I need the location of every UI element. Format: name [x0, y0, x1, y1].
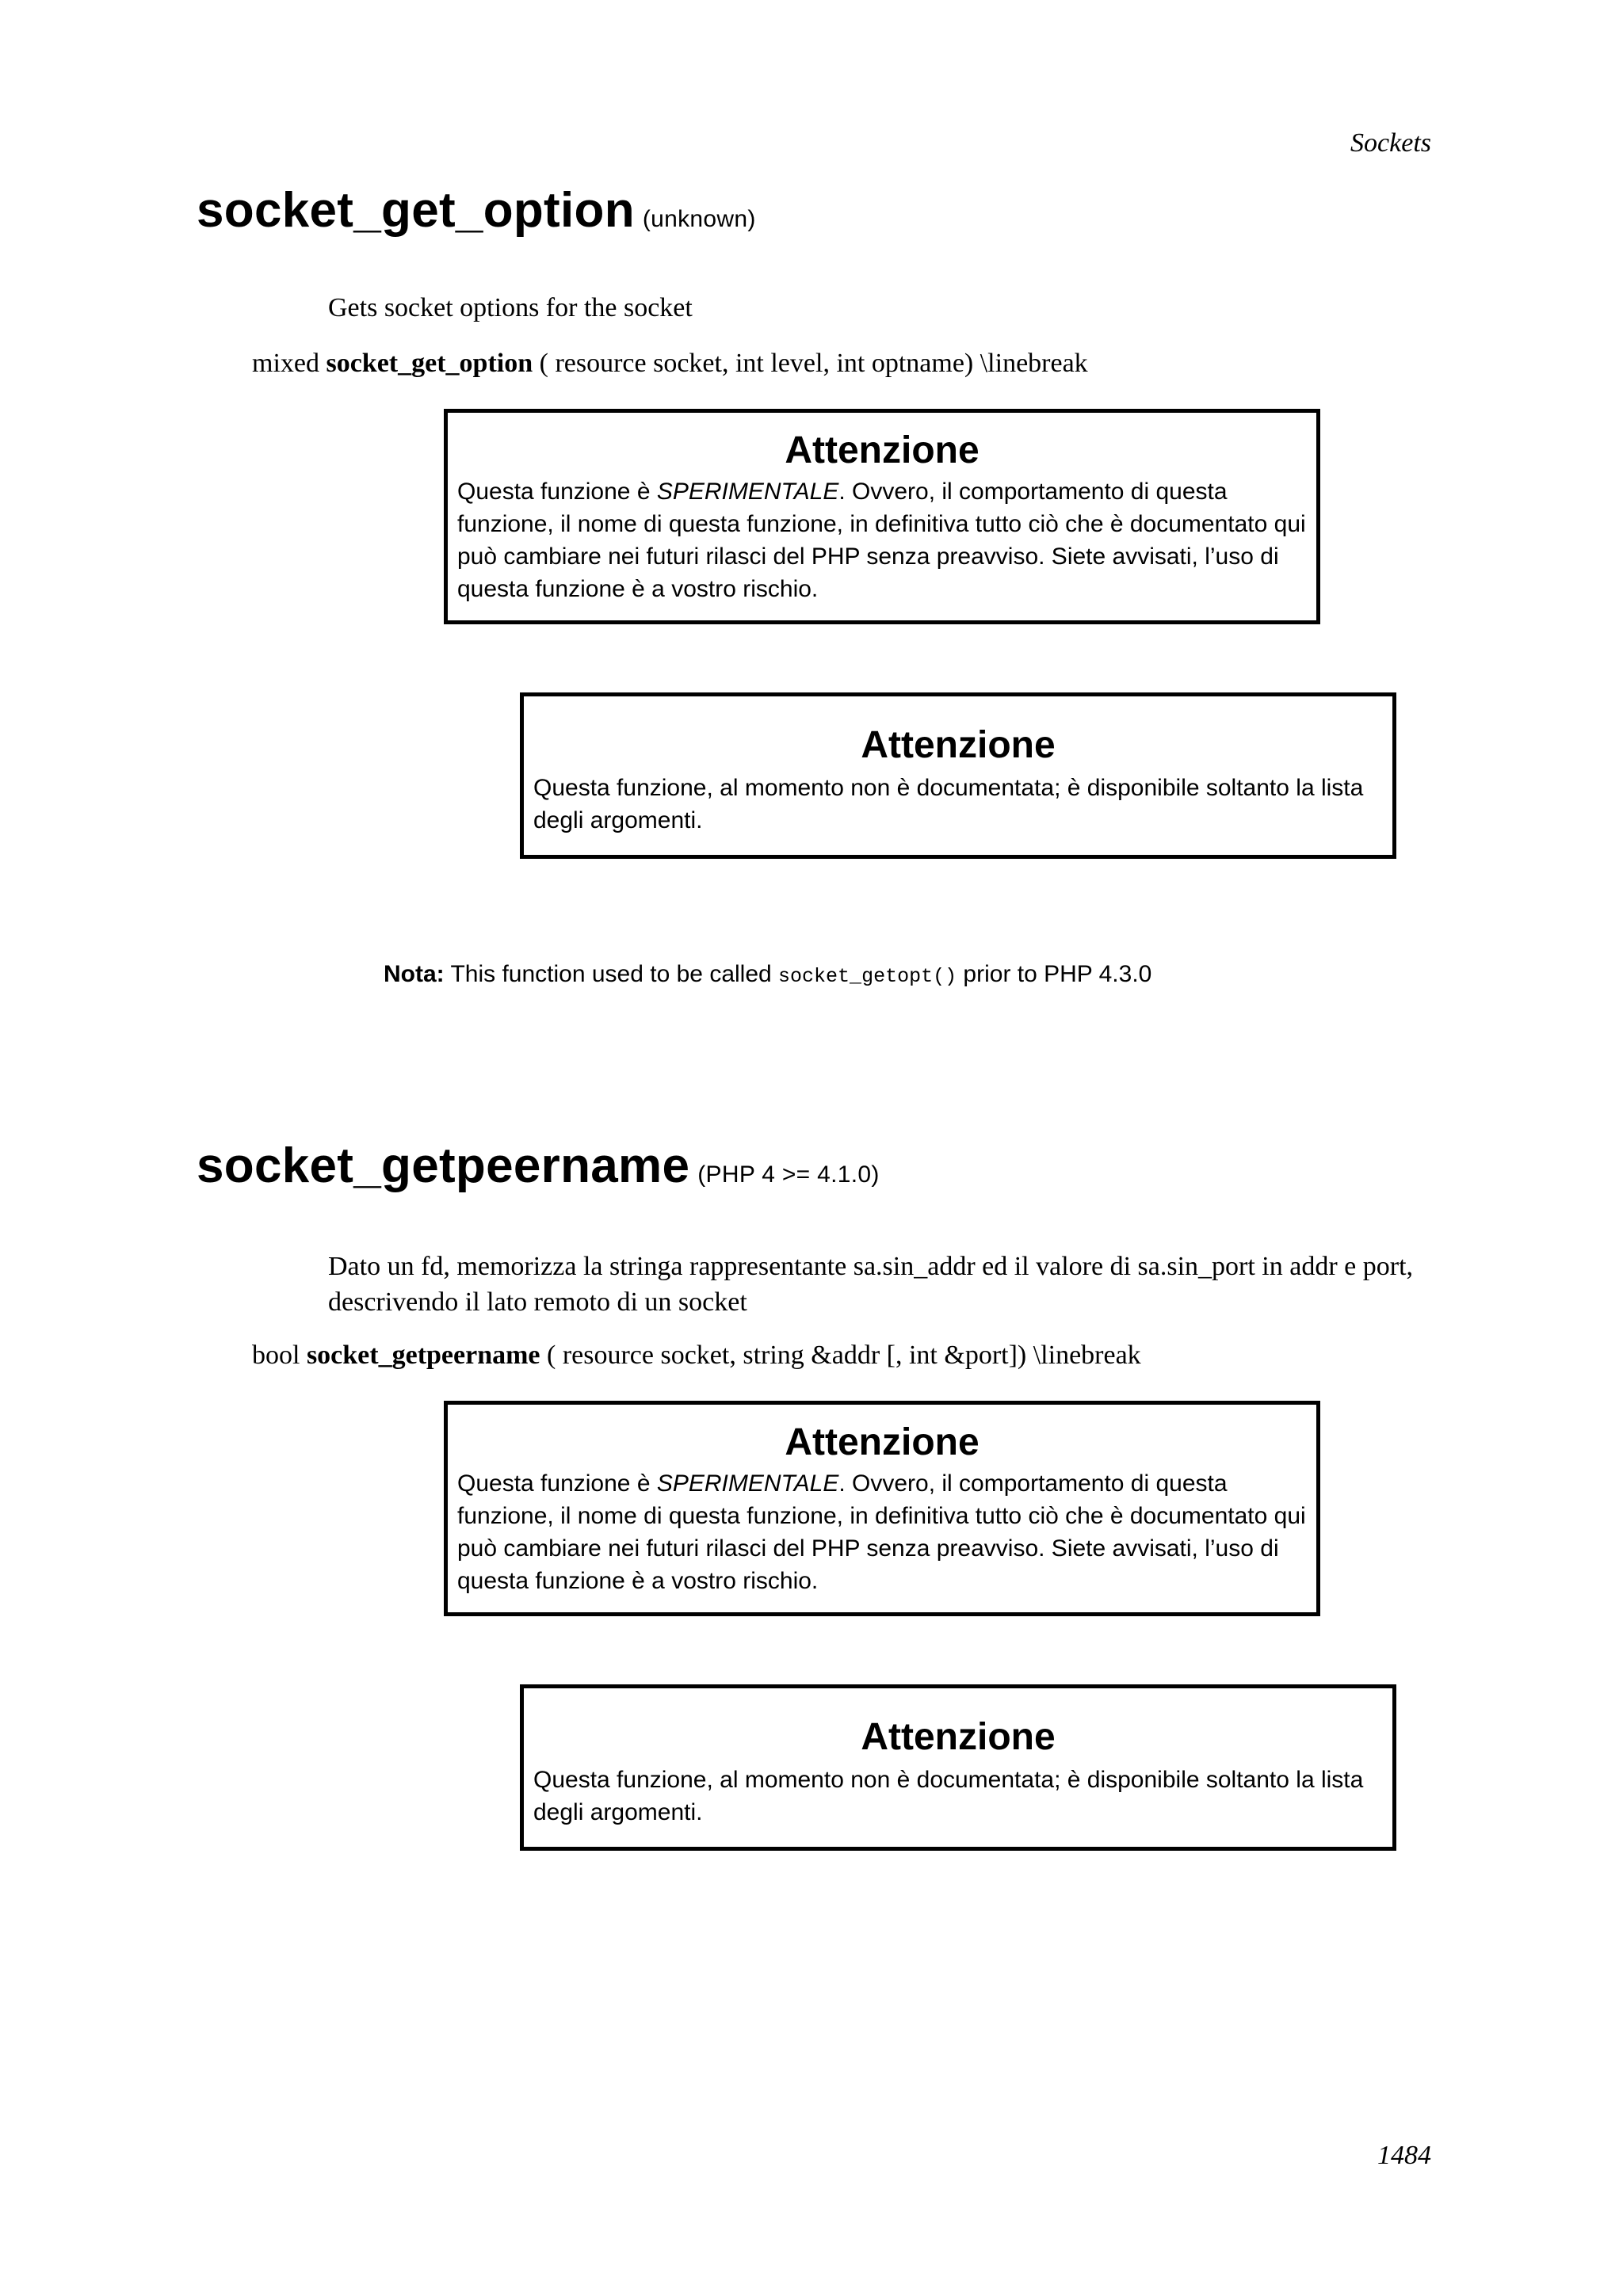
function-code: socket_getopt() [778, 965, 957, 988]
synopsis-params: ( resource socket, int level, int optname) \linebreak [539, 349, 1088, 378]
return-type: bool [252, 1341, 300, 1370]
synopsis-function-name: socket_get_option [326, 349, 533, 378]
entry-title [197, 1138, 880, 1194]
warning-title: Attenzione [785, 1421, 980, 1463]
warning-title: Attenzione [785, 429, 980, 471]
warning-text: Questa funzione è SPERIMENTALE. Ovvero, il comportamento di questa funzione, il nome di questa funzione, in definitiva tutto ciò che è documentato qui può cambiare nei futuri rilasci del PHP senza preavviso. Siete avvisati, l’uso di questa funzione è a vostro rischio. [457, 1470, 1306, 1594]
return-type: mixed [252, 349, 319, 378]
warning-experimental [444, 1401, 1320, 1616]
synopsis-function-name: socket_getpeername [306, 1341, 540, 1370]
running-header: Sockets [1350, 128, 1431, 158]
synopsis-params: ( resource socket, string &addr [, int &port]) \linebreak [547, 1341, 1141, 1370]
warning-title: Attenzione [861, 724, 1056, 766]
warning-text: Questa funzione, al momento non è documentata; è disponibile soltanto la lista degli argomenti. [533, 775, 1364, 833]
experimental-emphasis: SPERIMENTALE [656, 479, 839, 505]
version-info: (PHP 4 >= 4.1.0) [697, 1161, 880, 1188]
function-name: socket_getpeername [197, 1138, 690, 1193]
warning-text: Questa funzione è SPERIMENTALE. Ovvero, il comportamento di questa funzione, il nome di questa funzione, in definitiva tutto ciò che è documentato qui può cambiare nei futuri rilasci del PHP senza preavviso. Siete avvisati, l’uso di questa funzione è a vostro rischio. [457, 479, 1306, 602]
warning-text: Questa funzione, al momento non è documentata; è disponibile soltanto la lista degli argomenti. [533, 1767, 1364, 1825]
function-purpose: Dato un fd, memorizza la stringa rappresentante sa.sin_addr ed il valore di sa.sin_port in addr e port, descrivendo il lato remoto di un socket [328, 1252, 1414, 1317]
version-info: (unknown) [642, 206, 756, 232]
function-synopsis [252, 1341, 1141, 1371]
page-number: 1484 [1377, 2141, 1431, 2170]
function-purpose: Gets socket options for the socket [328, 293, 693, 322]
function-synopsis [252, 349, 1088, 379]
warning-undocumented [520, 692, 1396, 859]
warning-undocumented [520, 1684, 1396, 1851]
note: Nota: This function used to be called socket_getopt() prior to PHP 4.3.0 [384, 961, 1152, 988]
note-label: Nota: [384, 961, 445, 987]
warning-title: Attenzione [861, 1716, 1056, 1758]
function-name: socket_get_option [197, 183, 635, 238]
entry-title [197, 182, 756, 238]
experimental-emphasis: SPERIMENTALE [656, 1470, 839, 1497]
warning-experimental [444, 409, 1320, 624]
